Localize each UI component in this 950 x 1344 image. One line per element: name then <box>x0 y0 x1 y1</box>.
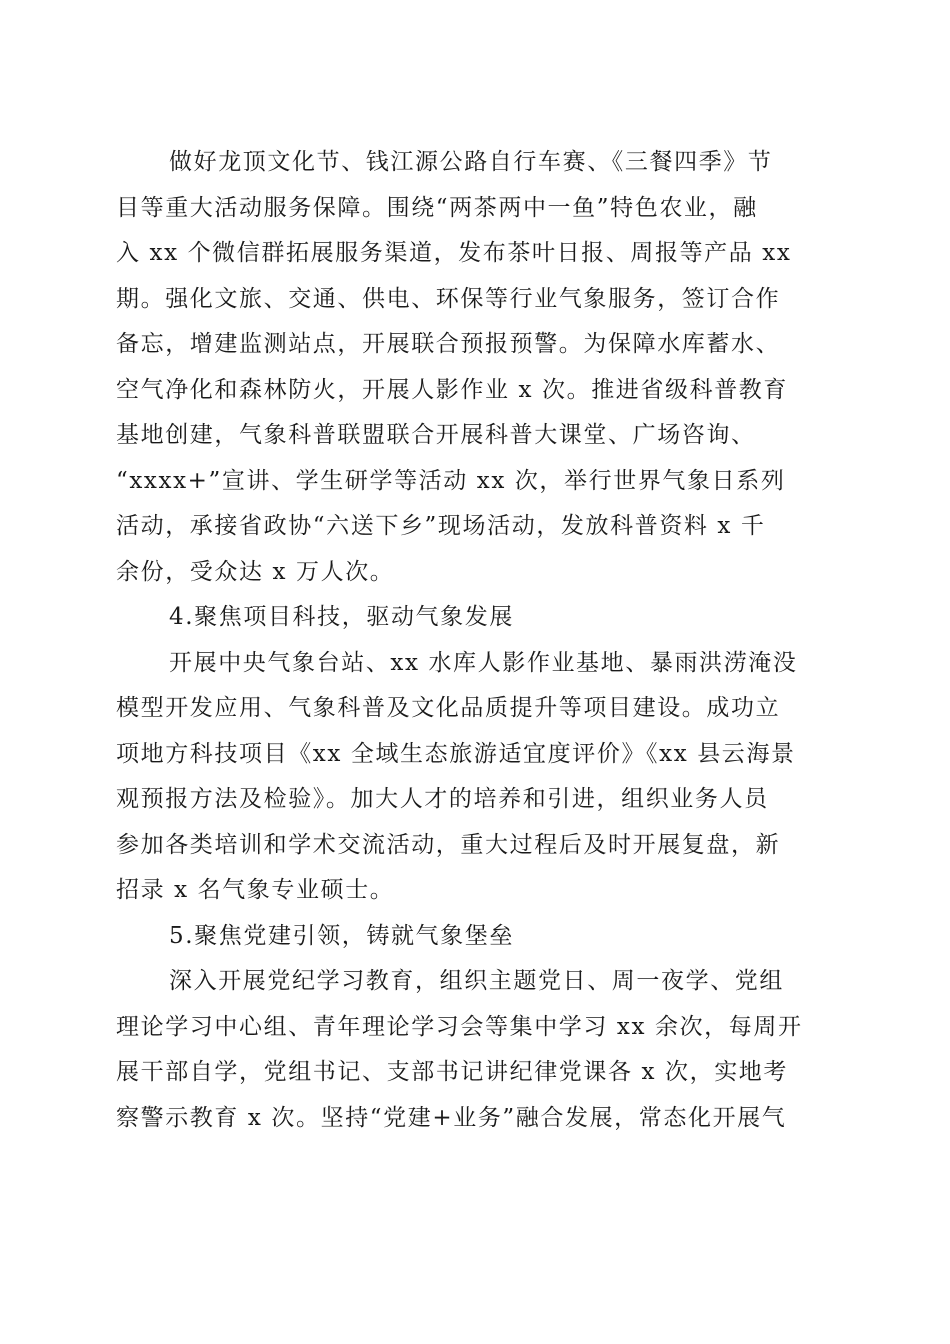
paragraph-line: 目等重大活动服务保障。围绕“两茶两中一鱼”特色农业，融 <box>116 194 758 221</box>
paragraph-line: 空气净化和森林防火，开展人影作业 x 次。推进省级科普教育 <box>116 376 788 403</box>
paragraph-line: 入 xx 个微信群拓展服务渠道，发布茶叶日报、周报等产品 xx <box>116 240 792 266</box>
document-body <box>116 140 836 1141</box>
paragraph-line: 余份，受众达 x 万人次。 <box>116 558 395 585</box>
paragraph-line: 理论学习中心组、青年理论学习会等集中学习 xx 余次，每周开 <box>116 1013 803 1040</box>
paragraph-line: 开展中央气象台站、xx 水库人影作业基地、暴雨洪涝淹没 <box>169 649 798 676</box>
paragraph-line: “xxxx+”宣讲、学生研学等活动 xx 次，举行世界气象日系列 <box>116 467 786 494</box>
paragraph-line: 活动，承接省政协“六送下乡”现场活动，发放科普资料 x 千 <box>116 513 766 539</box>
paragraph-line: 察警示教育 x 次。坚持“党建+业务”融合发展，常态化开展气 <box>116 1104 787 1131</box>
paragraph-line: 展干部自学，党组书记、支部书记讲纪律党课各 x 次，实地考 <box>116 1059 788 1085</box>
paragraph-line: 备忘，增建监测站点，开展联合预报预警。为保障水库蓄水、 <box>116 331 781 357</box>
paragraph-line: 招录 x 名气象专业硕士。 <box>116 877 395 903</box>
paragraph-line: 模型开发应用、气象科普及文化品质提升等项目建设。成功立 <box>116 695 781 721</box>
section-heading: 5.聚焦党建引领，铸就气象堡垒 <box>169 922 514 949</box>
paragraph-line: 参加各类培训和学术交流活动，重大过程后及时开展复盘，新 <box>116 831 781 858</box>
paragraph-line: 项地方科技项目《xx 全域生态旅游适宜度评价》《xx 县云海景 <box>116 740 796 767</box>
section-heading: 4.聚焦项目科技，驱动气象发展 <box>169 604 514 630</box>
paragraph-line: 深入开展党纪学习教育，组织主题党日、周一夜学、党组 <box>169 968 784 994</box>
paragraph-line: 基地创建，气象科普联盟联合开展科普大课堂、广场咨询、 <box>116 422 756 448</box>
paragraph-line: 观预报方法及检验》。加大人才的培养和引进，组织业务人员 <box>116 786 769 812</box>
paragraph-line: 做好龙顶文化节、钱江源公路自行车赛、《三餐四季》节 <box>169 149 773 175</box>
paragraph-line: 期。强化文旅、交通、供电、环保等行业气象服务，签订合作 <box>116 285 781 312</box>
